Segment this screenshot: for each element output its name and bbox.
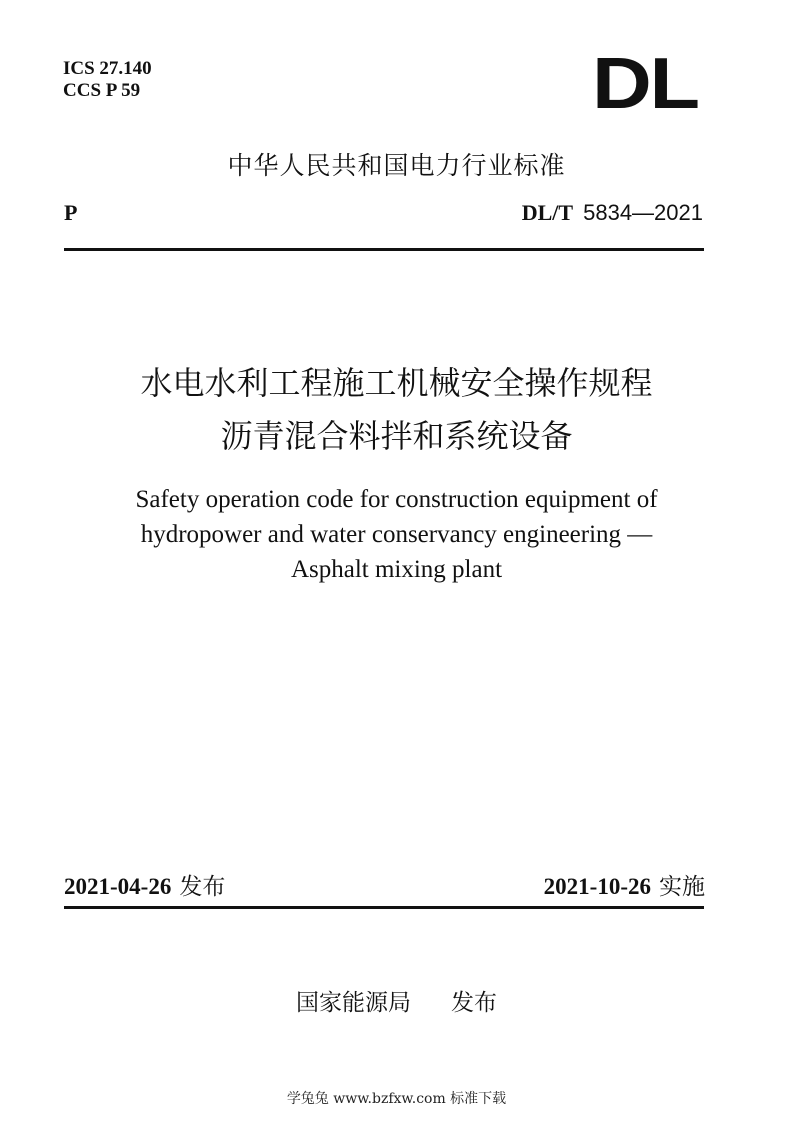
issue-label: 发布	[179, 874, 226, 900]
issuer-label: 发布	[451, 990, 497, 1016]
category-letter: P	[64, 200, 78, 225]
standard-number	[522, 200, 703, 226]
issuer-name: 国家能源局	[296, 990, 411, 1016]
ics-code: ICS 27.140	[63, 58, 152, 79]
standard-type-heading: 中华人民共和国电力行业标准	[227, 151, 566, 180]
issue-date	[64, 868, 225, 901]
title-cn-line2: 沥青混合料拌和系统设备	[220, 417, 573, 455]
bottom-divider	[64, 906, 704, 909]
issuer	[0, 984, 793, 1017]
implement-date-value: 2021-10-26	[543, 874, 651, 899]
issue-date-value: 2021-04-26	[64, 874, 172, 899]
standard-number-value: 5834—2021	[583, 200, 703, 225]
standard-prefix: DL/T	[521, 200, 574, 225]
top-divider	[64, 248, 704, 251]
title-en-line2: hydropower and water conservancy engineering —	[140, 521, 653, 548]
classification-codes	[63, 58, 152, 102]
title-cn-line1: 水电水利工程施工机械安全操作规程	[140, 364, 653, 402]
implement-date	[544, 868, 705, 901]
title-en-line1: Safety operation code for construction equipment of	[135, 486, 658, 513]
ccs-code: CCS P 59	[63, 80, 141, 101]
title-en-line3: Asphalt mixing plant	[290, 556, 503, 583]
dl-logo: DL	[592, 44, 698, 124]
footer-watermark: 学兔兔 www.bzfxw.com 标准下载	[286, 1091, 507, 1107]
implement-label: 实施	[659, 874, 705, 900]
